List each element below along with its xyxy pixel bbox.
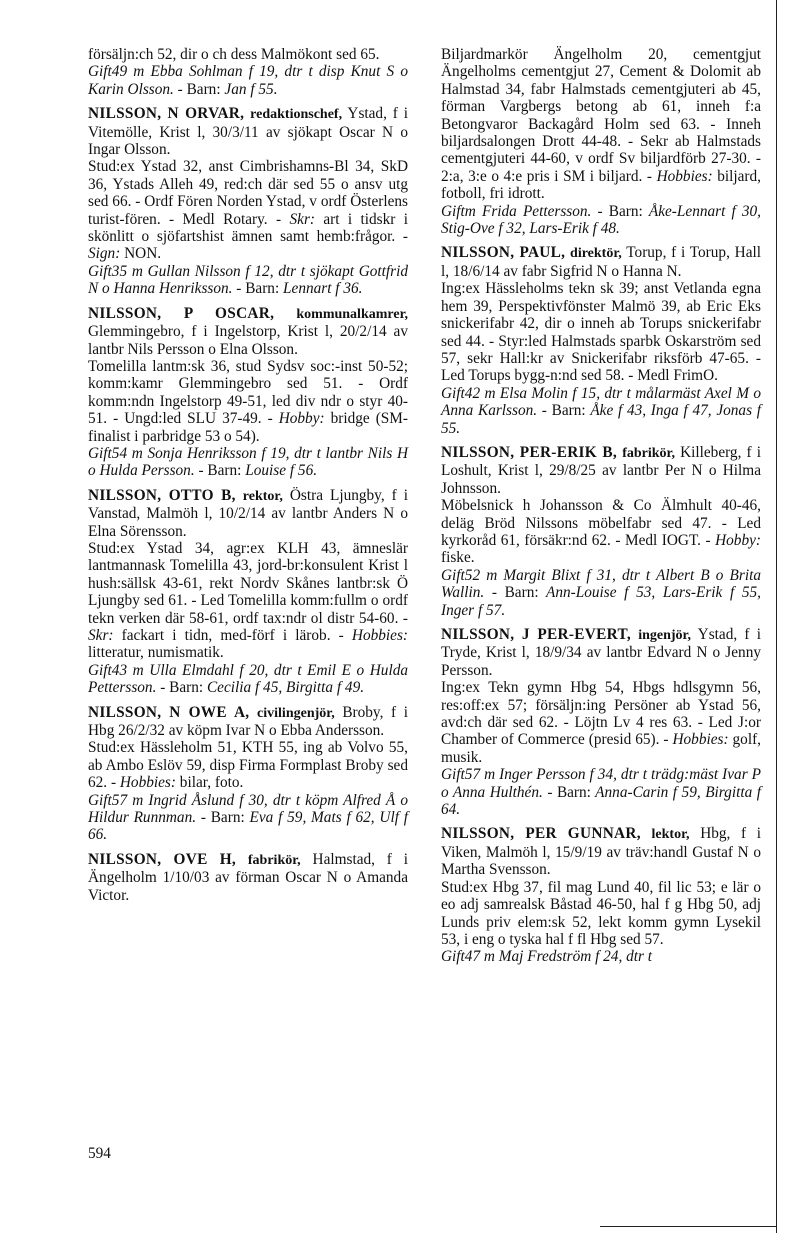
entry-label: Gift xyxy=(88,262,112,280)
entry-continuation xyxy=(441,46,761,237)
entry-label: 57 m Ingrid Åslund f 30, dtr t köpm Alfred Å o Hildur Runnman. - xyxy=(88,791,408,827)
entry-paragraph: Ing:ex Hässleholms tekn sk 39; anst Vetlanda egna hem 39, Perspektivfönster Malmö 39, ab Eric Eks snickerifabr 42, dir o inneh ab Torups snickerifabr sed 44. - Styr:led Halmstads sparbk Oskarström sed 57, sekr Hall:kr av Snickerifabr riksförb 47-65. - Led Torups bygg-n:nd sed 58. - Medl FrimO. xyxy=(441,280,761,385)
entry-paragraph: NILSSON, N ORVAR, redaktionschef, Ystad, f i Vitemölle, Krist l, 30/3/11 av sjökapt Oscar N o Ingar Olsson. xyxy=(88,105,408,159)
entry-title: lektor, xyxy=(651,827,690,843)
entry-paragraph: NILSSON, OTTO B, rektor, Östra Ljungby, f i Vanstad, Malmöh l, 10/2/14 av lantbr Anders N o Elna Sörensson. xyxy=(88,486,409,540)
entry-paragraph: Möbelsnick h Johansson & Co Älmhult 40-46, deläg Bröd Nilssons möbelfabr sed 47. - Led kyrkoråd 61, försäkr:nd 62. - Medl IOGT. - Hobby: fiske. xyxy=(441,497,761,567)
entry-name: NILSSON, N ORVAR, xyxy=(88,105,245,123)
entry-label: Lennart f 36. xyxy=(279,280,363,298)
entry-label: Louise f 56. xyxy=(241,462,318,480)
entry-paragraph: Tomelilla lantm:sk 36, stud Sydsv soc:-inst 50-52; komm:kamr Glemmingebro sed 51. - Ordf komm:ndn Ingelstorp 49-51, led div ndr o styr 40-51. - Ungd:led SLU 37-49. - Hobby: bridge (SM-finalist i parbridge 53 o 54). xyxy=(88,357,408,445)
entry-label: 47 m Maj Fredström f 24, dtr t xyxy=(464,948,653,966)
bottom-edge-rule xyxy=(600,1226,776,1227)
entry-name: NILSSON, OTTO B, xyxy=(88,486,236,504)
entry-label: Gift xyxy=(441,948,465,966)
entry-name: NILSSON, PER-ERIK B, xyxy=(441,443,618,461)
biography-entry xyxy=(88,704,408,844)
page-number: 594 xyxy=(88,1145,111,1162)
entry-paragraph: Stud:ex Ystad 34, agr:ex KLH 43, ämneslär lantmannask Tomelilla 43, jord-br:konsulent Krist l hush:sällsk 43-61, rekt Nordv Skånes lantbr:sk Ö Ljungby sed 61. - Led Tomelilla komm:fullm o ordf tekn verken där 58-61, ordf tax:ndr ol distr 54-60. - Skr: fackart i tidn, med-förf i lärob. - Hobbies: litteratur, numismatik. xyxy=(88,539,408,662)
entry-label: Gift xyxy=(441,766,465,784)
entry-title: direktör, xyxy=(570,246,622,262)
entry-label: Åke f 43, Inga f 47, Jonas f 55. xyxy=(441,402,761,437)
entry-title: kommunalkamrer, xyxy=(296,306,408,322)
entry-label: Sign: xyxy=(88,245,121,263)
entry-paragraph: NILSSON, PER-ERIK B, fabrikör, Killeberg, f i Loshult, Krist l, 29/8/25 av lantbr Per N o Hilma Johnsson. xyxy=(441,443,761,497)
entry-name: NILSSON, P OSCAR, xyxy=(88,304,275,322)
entry-paragraph: Stud:ex Ystad 32, anst Cimbrishamns-Bl 34, SkD 36, Ystads Alleh 49, red:ch där sed 55 o ansv utg sed 66. - Ordf Fören Norden Ystad, v ordf Österlens turist-fören. - Medl Rotary. - Skr: art i tidskr i skönlitt o sjöfartshist ämnen samt hemb:frågor. - Sign: NON. xyxy=(88,158,409,263)
right-edge-rule xyxy=(776,0,777,1233)
biography-entry xyxy=(88,851,408,904)
entry-paragraph: NILSSON, PAUL, direktör, Torup, f i Torup, Hall l, 18/6/14 av fabr Sigfrid N o Hanna N. xyxy=(441,244,761,280)
entry-label: Hobby: xyxy=(715,531,761,549)
entry-name: NILSSON, OVE H, xyxy=(88,850,237,868)
biography-entry xyxy=(441,626,761,818)
entry-title: civilingenjör, xyxy=(257,705,335,721)
entry-paragraph: Ing:ex Tekn gymn Hbg 54, Hbgs hdlsgymn 56, res:off:ex 57; försäljn:ing Persöner ab Ystad 56, avd:ch där sed 62. - Löjtn Lv 4 res 63. - Led J:or Chamber of Commerce (presid 65). - Hobbies: golf, musik. xyxy=(441,679,762,766)
entry-paragraph: Gift49 m Ebba Sohlman f 19, dtr t disp Knut S o Karin Olsson. - Barn: Jan f 55. xyxy=(88,63,408,98)
entry-paragraph: Gift57 m Ingrid Åslund f 30, dtr t köpm Alfred Å o Hildur Runnman. - Barn: Eva f 59, Mats f 62, Ulf f 66. xyxy=(88,791,408,844)
entry-label: Cecilia f 45, Birgitta f 49. xyxy=(203,679,365,697)
entry-paragraph: NILSSON, OVE H, fabrikör, Halmstad, f i Ängelholm 1/10/03 av förman Oscar N o Amanda Victor. xyxy=(88,850,408,904)
biography-entry xyxy=(441,825,761,965)
entry-name: NILSSON, J PER-EVERT, xyxy=(441,626,631,643)
entry-label: Anna-Carin f 59, Birgitta f 64. xyxy=(441,783,761,819)
entry-paragraph: försäljn:ch 52, dir o ch dess Malmökont sed 65. xyxy=(88,46,380,63)
right-column xyxy=(441,46,761,973)
biography-entry xyxy=(88,105,408,297)
entry-label: 35 m Gullan Nilsson f 12, dtr t sjökapt Gottfrid N o Hanna Henriksson. - xyxy=(88,262,408,298)
biography-entry xyxy=(441,244,761,436)
entry-label: Skr: xyxy=(88,627,114,644)
entry-paragraph xyxy=(441,948,761,965)
entry-name: NILSSON, PER GUNNAR, xyxy=(441,825,641,843)
entry-label: Gift xyxy=(88,791,112,809)
entry-paragraph: NILSSON, N OWE A, civilingenjör, Broby, f i Hbg 26/2/32 av köpm Ivar N o Ebba Andersson. xyxy=(88,703,408,740)
biography-entry xyxy=(88,487,408,697)
entry-title: fabrikör, xyxy=(622,445,675,461)
entry-paragraph: NILSSON, J PER-EVERT, ingenjör, Ystad, f i Tryde, Krist l, 18/9/34 av lantbr Edvard N o Jenny Persson. xyxy=(441,626,761,679)
entry-label: Gift xyxy=(441,202,465,220)
entry-label: Hobby: xyxy=(278,410,325,428)
entry-label: Ann-Louise f 53, Lars-Erik f 55, Inger f 57. xyxy=(441,584,762,619)
entry-label: 42 m Elsa Molin f 15, dtr t målarmäst Axel M o Anna Karlsson. - xyxy=(441,384,761,420)
entry-label: 54 m Sonja Henriksson f 19, dtr t lantbr Nils H o Hulda Persson. - xyxy=(88,444,408,480)
entry-paragraph: Gift52 m Margit Blixt f 31, dtr t Albert B o Brita Wallin. - Barn: Ann-Louise f 53, Lars-Erik f 55, Inger f 57. xyxy=(441,566,762,619)
entry-label: Gift xyxy=(88,63,112,81)
entry-label: Hobbies: xyxy=(672,731,729,749)
entry-label: Hobbies: xyxy=(351,627,408,644)
entry-label: Åke-Lennart f 30, Stig-Ove f 32, Lars-Erik f 48. xyxy=(441,202,761,238)
entry-label: Hobbies: xyxy=(656,167,713,185)
entry-paragraph: Biljardmarkör Ängelholm 20, cementgjut Ängelholms cementgjut 27, Cement & Dolomit ab Halmstad 34, fabr Halmstads cementgjuteri ab 45, förman Vargbergs betong ab 61, inneh f:a Betongvaror Backagård Holm sed 63. - Inneh biljardsalongen Drott 44-48. - Sekr ab Halmstads cementgjuteri 44-60, v ordf Sv biljardförb 27-30. - 2:a, 3:e o 4:e pris i SM i biljard. - Hobbies: biljard, fotboll, fri idrott. xyxy=(441,46,761,203)
entry-label: 49 m Ebba Sohlman f 19, dtr t disp Knut S o Karin Olsson. - xyxy=(88,63,408,98)
entry-paragraph: Stud:ex Hbg 37, fil mag Lund 40, fil lic 53; e lär o eo adj samrealsk Båstad 46-50, hal f g Hbg 50, adj Lunds priv elem:sk 52, lekt komm gymn Lysekil 53, i eng o tyska hal f fl Hbg sed 57. xyxy=(441,878,761,948)
entry-paragraph: Gift57 m Inger Persson f 34, dtr t trädg:mäst Ivar P o Anna Hulthén. - Barn: Anna-Carin f 59, Birgitta f 64. xyxy=(441,766,761,819)
entry-name: NILSSON, N OWE A, xyxy=(88,703,250,721)
entry-label: Gift xyxy=(88,661,112,679)
entry-label: Gift xyxy=(441,566,465,584)
biography-entry xyxy=(88,305,408,480)
entry-label: m Frida Pettersson. - xyxy=(464,202,609,220)
entry-paragraph: Gift54 m Sonja Henriksson f 19, dtr t lantbr Nils H o Hulda Persson. - Barn: Louise f 56. xyxy=(88,444,408,480)
entry-label: 57 m Inger Persson f 34, dtr t trädg:mäst Ivar P o Anna Hulthén. - xyxy=(441,766,761,801)
entry-paragraph: Stud:ex Hässleholm 51, KTH 55, ing ab Volvo 55, ab Ambo Eslöv 59, disp Firma Formplast Broby sed 62. - Hobbies: bilar, foto. xyxy=(88,739,408,792)
entry-paragraph: Gift42 m Elsa Molin f 15, dtr t målarmäst Axel M o Anna Karlsson. - Barn: Åke f 43, Inga f 47, Jonas f 55. xyxy=(441,384,761,437)
left-column xyxy=(88,46,408,911)
biography-entry xyxy=(441,444,761,619)
entry-label: Skr: xyxy=(289,210,315,228)
entry-paragraph: NILSSON, P OSCAR, kommunalkamrer, Glemmingebro, f i Ingelstorp, Krist l, 20/2/14 av lantbr Nils Persson o Elna Olsson. xyxy=(88,304,408,358)
entry-label: Jan f 55. xyxy=(220,80,278,98)
entry-label: Gift xyxy=(441,384,465,402)
entry-title: ingenjör, xyxy=(638,628,691,643)
entry-label: Hobbies: xyxy=(119,774,176,792)
entry-label: Gift xyxy=(88,444,112,462)
entry-continuation xyxy=(88,46,408,98)
entry-paragraph: Gift35 m Gullan Nilsson f 12, dtr t sjökapt Gottfrid N o Hanna Henriksson. - Barn: Lennart f 36. xyxy=(88,262,408,298)
entry-paragraph: NILSSON, PER GUNNAR, lektor, Hbg, f i Viken, Malmöh l, 15/9/19 av träv:handl Gustaf N o Martha Svensson. xyxy=(441,825,762,879)
entry-paragraph: Gift43 m Ulla Elmdahl f 20, dtr t Emil E o Hulda Pettersson. - Barn: Cecilia f 45, Birgitta f 49. xyxy=(88,661,408,697)
entry-label: 52 m Margit Blixt f 31, dtr t Albert B o Brita Wallin. - xyxy=(441,566,761,602)
entry-paragraph: Giftm Frida Pettersson. - Barn: Åke-Lennart f 30, Stig-Ove f 32, Lars-Erik f 48. xyxy=(441,202,761,238)
entry-title: redaktionschef, xyxy=(250,107,343,123)
entry-name: NILSSON, PAUL, xyxy=(441,244,566,262)
entry-label: 43 m Ulla Elmdahl f 20, dtr t Emil E o Hulda Pettersson. - xyxy=(88,661,408,697)
entry-title: fabrikör, xyxy=(247,852,301,868)
entry-title: rektor, xyxy=(242,488,283,504)
entry-label: Eva f 59, Mats f 62, Ulf f 66. xyxy=(88,809,408,844)
